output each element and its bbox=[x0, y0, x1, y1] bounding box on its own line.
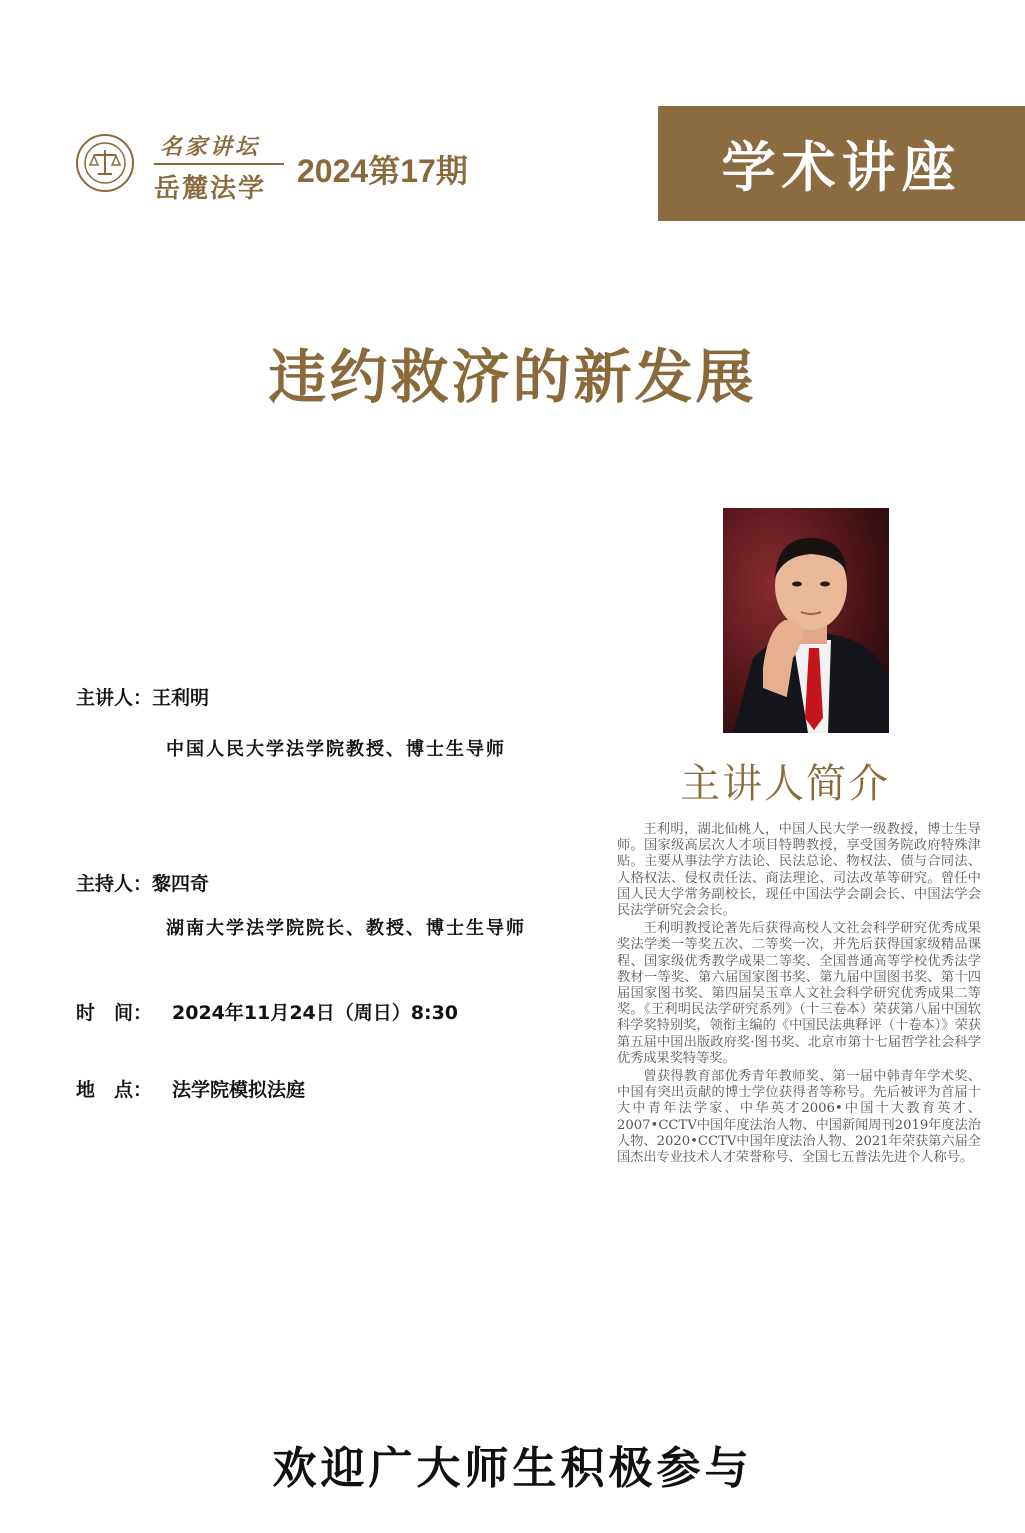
bio-heading: 主讲人简介 bbox=[680, 761, 890, 807]
issue-number: 2024第17期 bbox=[297, 153, 468, 189]
brand-series-name: 名家讲坛 bbox=[160, 134, 261, 160]
lecture-title: 违约救济的新发展 bbox=[268, 343, 757, 411]
place-value: 法学院模拟法庭 bbox=[172, 1079, 306, 1101]
bio-text bbox=[617, 822, 981, 1168]
law-school-emblem bbox=[76, 134, 134, 192]
time-label: 时 间： bbox=[76, 1002, 153, 1024]
place-label: 地 点： bbox=[76, 1079, 153, 1101]
bio-paragraph: 王利明教授论著先后获得高校人文社会科学研究优秀成果奖法学类一等奖五次、二等奖一次，并先后获得国家级精品课程、国家级优秀教学成果二等奖、全国普通高等学校优秀法学教材一等奖、第六届国家图书奖、第九届中国图书奖、第十四届国家图书奖、第四届吴玉章人文社会科学研究优秀成果二等奖。《王利明民法学研究系列》（十三卷本）荣获第八届中国软科学奖特别奖，领衔主编的《中国民法典释评（十卷本）》荣获第五届中国出版政府奖·图书奖、北京市第十七届哲学社会科学优秀成果奖特等奖。 bbox=[617, 921, 981, 1066]
brand-divider bbox=[154, 163, 284, 165]
welcome-footer: 欢迎广大师生积极参与 bbox=[272, 1443, 753, 1494]
host-affiliation: 湖南大学法学院院长、教授、博士生导师 bbox=[166, 918, 526, 939]
speaker-label: 主讲人：王利明 bbox=[76, 687, 210, 709]
bio-paragraph: 曾获得教育部优秀青年教师奖、第一届中韩青年学术奖、中国有突出贡献的博士学位获得者等称号。先后被评为首届十大中青年法学家、中华英才2006•中国十大教育英才、2007•CCTV中国年度法治人物、中国新闻周刊2019年度法治人物、2020•CCTV中国年度法治人物、2021年荣获第六届全国杰出专业技术人才荣誉称号、全国七五普法先进个人称号。 bbox=[617, 1069, 981, 1166]
bio-paragraph: 王利明，湖北仙桃人，中国人民大学一级教授，博士生导师。国家级高层次人才项目特聘教授，享受国务院政府特殊津贴。主要从事法学方法论、民法总论、物权法、债与合同法、人格权法、侵权责任法、商法理论、司法改革等研究。曾任中国人民大学常务副校长，现任中国法学会副会长、中国法学会民法学研究会会长。 bbox=[617, 822, 981, 919]
time-value: 2024年11月24日（周日）8:30 bbox=[172, 1002, 459, 1024]
scales-icon bbox=[82, 140, 128, 186]
speaker-photo bbox=[723, 508, 889, 733]
speaker-affiliation: 中国人民大学法学院教授、博士生导师 bbox=[166, 739, 506, 760]
host-label: 主持人：黎四奇 bbox=[76, 873, 210, 895]
lecture-banner bbox=[658, 106, 1025, 221]
banner-label: 学术讲座 bbox=[721, 136, 962, 199]
brand-name: 岳麓法学 bbox=[154, 174, 267, 204]
